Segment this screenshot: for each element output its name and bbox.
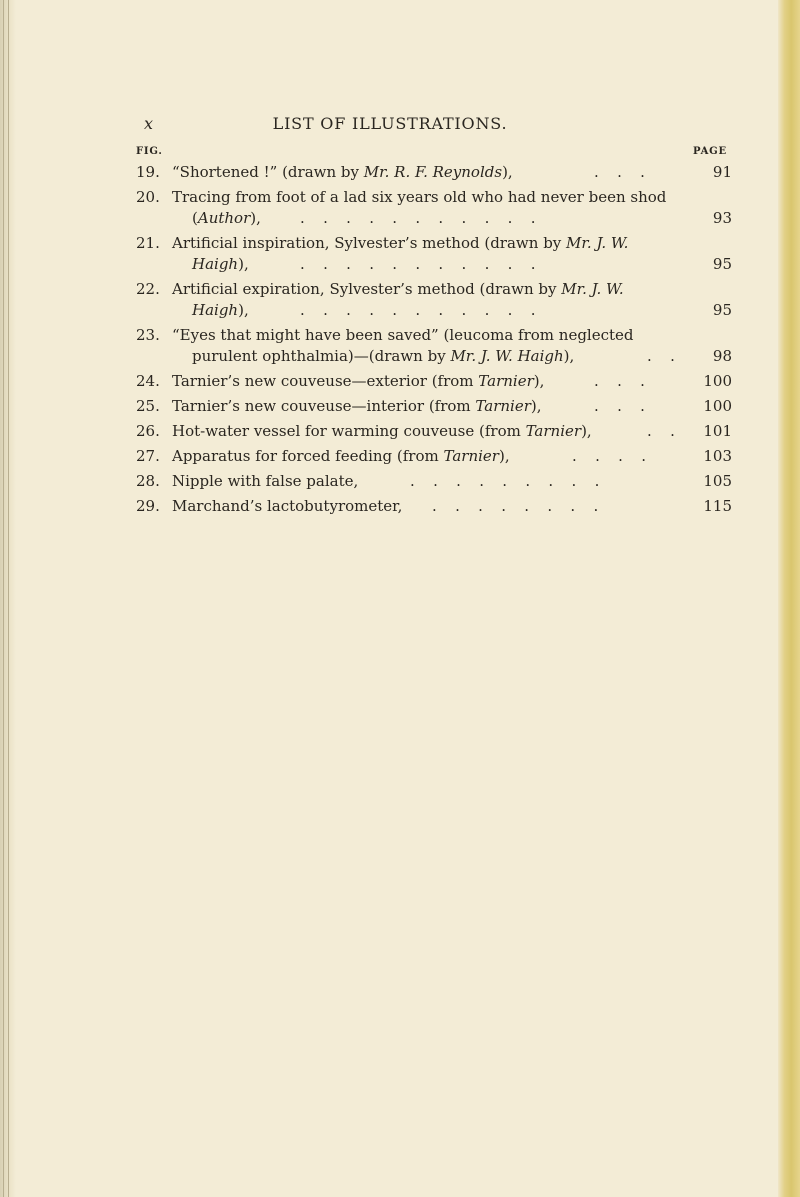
list-entry: [0, 446, 780, 467]
illustrations-list: [0, 162, 780, 517]
list-entry: [0, 371, 780, 392]
leader-dots: . . .: [594, 397, 646, 415]
list-entry: [0, 279, 780, 321]
entry-caption: Tarnier’s new couveuse—interior (from Tarnier),: [172, 397, 542, 415]
entry-caption: Artificial inspiration, Sylvester’s method (drawn by Mr. J. W.: [172, 234, 629, 252]
page-edge: [778, 0, 800, 1197]
page-ref: 105: [703, 472, 732, 490]
fig-number: 22.: [136, 280, 160, 298]
fig-number: 28.: [136, 472, 160, 490]
fig-number: 20.: [136, 188, 160, 206]
page-ref: 91: [712, 163, 732, 181]
leader-dots: . . . . . . . . .: [410, 472, 601, 490]
list-entry: [0, 496, 780, 517]
fig-number: 23.: [136, 326, 160, 344]
page-ref: 115: [703, 497, 732, 515]
fig-number: 19.: [136, 163, 160, 181]
leader-dots: . . . .: [572, 447, 647, 465]
entry-caption-continued: (Author),: [192, 209, 261, 227]
page-header: [0, 114, 800, 138]
list-entry: [0, 471, 780, 492]
entry-caption: Tarnier’s new couveuse—exterior (from Tarnier),: [172, 372, 545, 390]
entry-caption-continued: Haigh),: [192, 301, 249, 319]
page-ref: 95: [712, 255, 732, 273]
page-ref: 100: [703, 397, 732, 415]
leader-dots: . . . . . . . . . . .: [300, 301, 537, 319]
list-entry: [0, 396, 780, 417]
entry-caption: Nipple with false palate,: [172, 472, 359, 490]
entry-caption: Tracing from foot of a lad six years old who had never been shod: [172, 188, 667, 206]
list-entry: [0, 325, 780, 367]
leader-dots: . .: [647, 347, 676, 365]
entry-caption: Hot-water vessel for warming couveuse (from Tarnier),: [172, 422, 592, 440]
page-ref: 100: [703, 372, 732, 390]
page-ref: 103: [703, 447, 732, 465]
fig-number: 29.: [136, 497, 160, 515]
fig-column-heading: FIG.: [136, 146, 163, 157]
running-head: LIST OF ILLUSTRATIONS.: [272, 114, 508, 133]
leader-dots: . . . . . . . .: [432, 497, 600, 515]
fig-number: 26.: [136, 422, 160, 440]
page-ref: 95: [712, 301, 732, 319]
list-entry: [0, 233, 780, 275]
leader-dots: . .: [647, 422, 676, 440]
list-entry: [0, 162, 780, 183]
entry-caption: Marchand’s lactobutyrometer,: [172, 497, 403, 515]
page-ref: 101: [703, 422, 732, 440]
fig-number: 27.: [136, 447, 160, 465]
page-column-heading: PAGE: [693, 146, 727, 157]
entry-caption-continued: Haigh),: [192, 255, 249, 273]
fig-number: 25.: [136, 397, 160, 415]
entry-caption: “Shortened !” (drawn by Mr. R. F. Reynolds),: [172, 163, 513, 181]
page-number: x: [144, 114, 154, 133]
page-ref: 98: [712, 347, 732, 365]
page-ref: 93: [712, 209, 732, 227]
list-entry: [0, 187, 780, 229]
fig-number: 24.: [136, 372, 160, 390]
entry-caption-continued: purulent ophthalmia)—(drawn by Mr. J. W. Haigh),: [192, 347, 575, 365]
leader-dots: . . .: [594, 372, 646, 390]
leader-dots: . . . . . . . . . . .: [300, 255, 537, 273]
fig-number: 21.: [136, 234, 160, 252]
entry-caption: Apparatus for forced feeding (from Tarnier),: [172, 447, 510, 465]
entry-caption: Artificial expiration, Sylvester’s method (drawn by Mr. J. W.: [172, 280, 624, 298]
leader-dots: . . .: [594, 163, 646, 181]
entry-caption: “Eyes that might have been saved” (leucoma from neglected: [172, 326, 634, 344]
list-entry: [0, 421, 780, 442]
leader-dots: . . . . . . . . . . .: [300, 209, 537, 227]
